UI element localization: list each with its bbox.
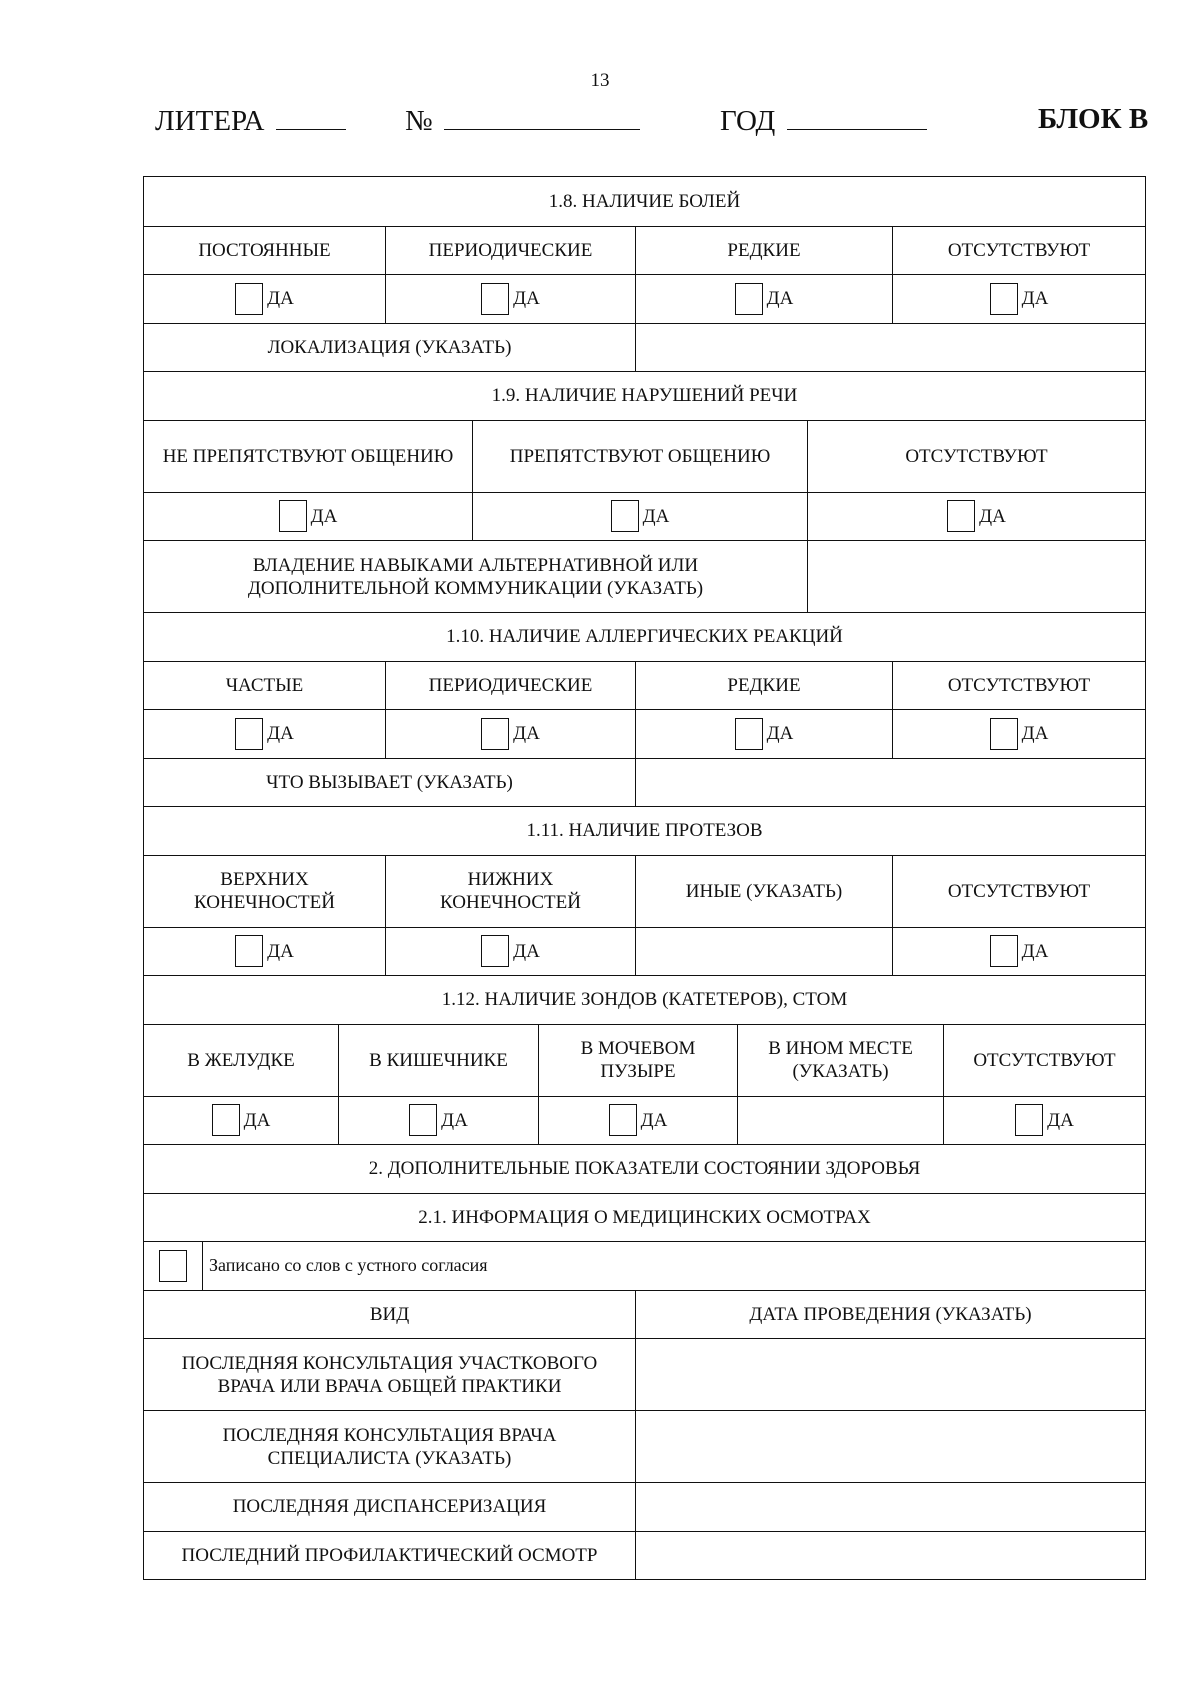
exam-dispensary-date-field[interactable] bbox=[635, 1483, 1145, 1531]
section-2-1-title-row bbox=[144, 1193, 1145, 1242]
probe-absent-checkbox[interactable] bbox=[1015, 1104, 1043, 1136]
litera-field[interactable] bbox=[276, 103, 346, 130]
yes-label: ДА bbox=[1021, 723, 1049, 745]
section-1-8-checkbox-row bbox=[144, 274, 1145, 323]
probe-intestine-checkbox[interactable] bbox=[409, 1104, 437, 1136]
year-label: ГОД bbox=[720, 105, 776, 137]
speech-hinder-label: ПРЕПЯТСТВУЮТ ОБЩЕНИЮ bbox=[472, 421, 807, 492]
section-1-12-header-row bbox=[144, 1024, 1145, 1096]
allergy-rare-label: РЕДКИЕ bbox=[635, 662, 892, 710]
yes-label: ДА bbox=[441, 1109, 468, 1131]
yes-label: ДА bbox=[513, 940, 540, 962]
allergy-cause-row bbox=[144, 758, 1145, 807]
section-1-9-checkbox-row bbox=[144, 492, 1145, 541]
allergy-frequent-checkbox[interactable] bbox=[235, 718, 263, 750]
number-label: № bbox=[405, 105, 433, 137]
section-1-9-title-row bbox=[144, 371, 1145, 420]
header-litera bbox=[155, 103, 346, 138]
exam-date-header: ДАТА ПРОВЕДЕНИЯ (УКАЗАТЬ) bbox=[635, 1291, 1145, 1339]
speech-not-hinder-label: НЕ ПРЕПЯТСТВУЮТ ОБЩЕНИЮ bbox=[162, 445, 454, 467]
yes-label: ДА bbox=[766, 723, 794, 745]
exam-row-dispensary bbox=[144, 1482, 1145, 1531]
yes-label: ДА bbox=[267, 288, 294, 310]
yes-label: ДА bbox=[267, 723, 294, 745]
yes-label: ДА bbox=[1021, 940, 1049, 962]
number-field[interactable] bbox=[444, 103, 640, 130]
exam-gp-date-field[interactable] bbox=[635, 1339, 1145, 1410]
header-number bbox=[405, 103, 640, 138]
prosthesis-other-field[interactable] bbox=[635, 928, 892, 976]
year-field[interactable] bbox=[787, 103, 927, 130]
allergy-cause-field[interactable] bbox=[635, 759, 1145, 807]
section-1-10-title-row bbox=[144, 612, 1145, 661]
probe-intestine-label: В КИШЕЧНИКЕ bbox=[338, 1025, 538, 1096]
pain-periodic-label: ПЕРИОДИЧЕСКИЕ bbox=[385, 227, 635, 275]
alt-comm-field[interactable] bbox=[807, 541, 1145, 612]
section-1-10-checkbox-row bbox=[144, 709, 1145, 758]
section-1-9-title: 1.9. НАЛИЧИЕ НАРУШЕНИЙ РЕЧИ bbox=[491, 385, 798, 407]
block-label: БЛОК В bbox=[1038, 103, 1149, 135]
exam-header-row bbox=[144, 1290, 1145, 1339]
allergy-periodic-checkbox[interactable] bbox=[481, 718, 509, 750]
pain-rare-label: РЕДКИЕ bbox=[635, 227, 892, 275]
prosthesis-other-label: ИНЫЕ (УКАЗАТЬ) bbox=[635, 856, 892, 927]
localization-label: ЛОКАЛИЗАЦИЯ (УКАЗАТЬ) bbox=[267, 336, 512, 358]
probe-other-label: В ИНОМ МЕСТЕ (УКАЗАТЬ) bbox=[737, 1025, 943, 1096]
allergy-cause-label: ЧТО ВЫЗЫВАЕТ (УКАЗАТЬ) bbox=[266, 771, 513, 793]
consent-label: Записано со слов с устного согласия bbox=[202, 1242, 1145, 1290]
probe-bladder-checkbox[interactable] bbox=[609, 1104, 637, 1136]
localization-row bbox=[144, 323, 1145, 372]
exam-row-gp bbox=[144, 1338, 1145, 1410]
pain-periodic-checkbox[interactable] bbox=[481, 283, 509, 315]
allergy-periodic-label: ПЕРИОДИЧЕСКИЕ bbox=[385, 662, 635, 710]
allergy-absent-checkbox[interactable] bbox=[990, 718, 1018, 750]
section-1-8-title-row bbox=[144, 177, 1145, 226]
speech-absent-label: ОТСУТСТВУЮТ bbox=[807, 421, 1145, 492]
section-1-8-header-row bbox=[144, 226, 1145, 275]
prosthesis-lower-checkbox[interactable] bbox=[481, 935, 509, 967]
litera-label: ЛИТЕРА bbox=[155, 105, 265, 137]
section-1-10-title: 1.10. НАЛИЧИЕ АЛЛЕРГИЧЕСКИХ РЕАКЦИЙ bbox=[446, 626, 843, 648]
yes-label: ДА bbox=[642, 505, 670, 527]
section-1-11-header-row bbox=[144, 855, 1145, 927]
exam-type-header: ВИД bbox=[369, 1303, 410, 1325]
probe-stomach-checkbox[interactable] bbox=[212, 1104, 240, 1136]
pain-constant-checkbox[interactable] bbox=[235, 283, 263, 315]
section-2-1-title: 2.1. ИНФОРМАЦИЯ О МЕДИЦИНСКИХ ОСМОТРАХ bbox=[418, 1206, 871, 1228]
exam-row-preventive bbox=[144, 1531, 1145, 1580]
medical-form-table bbox=[143, 176, 1146, 1580]
exam-specialist-label: ПОСЛЕДНЯЯ КОНСУЛЬТАЦИЯ ВРАЧА СПЕЦИАЛИСТА (УКАЗАТЬ) bbox=[222, 1424, 557, 1469]
consent-checkbox[interactable] bbox=[159, 1250, 187, 1282]
yes-label: ДА bbox=[243, 1109, 271, 1131]
yes-label: ДА bbox=[640, 1109, 668, 1131]
section-2-title: 2. ДОПОЛНИТЕЛЬНЫЕ ПОКАЗАТЕЛИ СОСТОЯНИИ ЗДОРОВЬЯ bbox=[368, 1158, 921, 1180]
speech-hinder-checkbox[interactable] bbox=[611, 500, 639, 532]
page-number: 13 bbox=[590, 70, 610, 91]
pain-absent-checkbox[interactable] bbox=[990, 283, 1018, 315]
section-1-8-title: 1.8. НАЛИЧИЕ БОЛЕЙ bbox=[548, 190, 741, 212]
prosthesis-lower-label: НИЖНИХ КОНЕЧНОСТЕЙ bbox=[385, 856, 635, 927]
section-1-10-header-row bbox=[144, 661, 1145, 710]
probe-stomach-label: В ЖЕЛУДКЕ bbox=[187, 1049, 295, 1071]
yes-label: ДА bbox=[1021, 288, 1049, 310]
section-2-title-row bbox=[144, 1144, 1145, 1193]
alt-comm-row bbox=[144, 540, 1145, 612]
prosthesis-absent-checkbox[interactable] bbox=[990, 935, 1018, 967]
speech-absent-checkbox[interactable] bbox=[947, 500, 975, 532]
yes-label: ДА bbox=[1047, 1109, 1074, 1131]
consent-row bbox=[144, 1241, 1145, 1290]
section-1-12-title: 1.12. НАЛИЧИЕ ЗОНДОВ (КАТЕТЕРОВ), СТОМ bbox=[441, 989, 848, 1011]
prosthesis-upper-checkbox[interactable] bbox=[235, 935, 263, 967]
yes-label: ДА bbox=[766, 288, 794, 310]
allergy-frequent-label: ЧАСТЫЕ bbox=[225, 674, 304, 696]
allergy-rare-checkbox[interactable] bbox=[735, 718, 763, 750]
exam-preventive-date-field[interactable] bbox=[635, 1532, 1145, 1580]
section-1-11-checkbox-row bbox=[144, 927, 1145, 976]
yes-label: ДА bbox=[310, 505, 338, 527]
alt-comm-label: ВЛАДЕНИЕ НАВЫКАМИ АЛЬТЕРНАТИВНОЙ ИЛИ ДОПОЛНИТЕЛЬНОЙ КОММУНИКАЦИИ (УКАЗАТЬ) bbox=[247, 554, 704, 599]
pain-rare-checkbox[interactable] bbox=[735, 283, 763, 315]
allergy-absent-label: ОТСУТСТВУЮТ bbox=[892, 662, 1145, 710]
yes-label: ДА bbox=[513, 723, 540, 745]
probe-absent-label: ОТСУТСТВУЮТ bbox=[943, 1025, 1145, 1096]
yes-label: ДА bbox=[979, 505, 1006, 527]
section-1-12-title-row bbox=[144, 975, 1145, 1024]
pain-constant-label: ПОСТОЯННЫЕ bbox=[198, 239, 331, 261]
probe-bladder-label: В МОЧЕВОМ ПУЗЫРЕ bbox=[538, 1025, 737, 1096]
section-1-11-title-row bbox=[144, 806, 1145, 855]
yes-label: ДА bbox=[513, 288, 540, 310]
exam-specialist-date-field[interactable] bbox=[635, 1411, 1145, 1482]
exam-row-specialist bbox=[144, 1410, 1145, 1482]
localization-field[interactable] bbox=[635, 324, 1145, 372]
speech-not-hinder-checkbox[interactable] bbox=[279, 500, 307, 532]
section-1-12-checkbox-row bbox=[144, 1096, 1145, 1145]
header-year bbox=[720, 103, 927, 138]
section-1-11-title: 1.11. НАЛИЧИЕ ПРОТЕЗОВ bbox=[526, 820, 763, 842]
section-1-9-header-row bbox=[144, 420, 1145, 492]
exam-gp-label: ПОСЛЕДНЯЯ КОНСУЛЬТАЦИЯ УЧАСТКОВОГО ВРАЧА ИЛИ ВРАЧА ОБЩЕЙ ПРАКТИКИ bbox=[181, 1352, 598, 1397]
probe-other-field[interactable] bbox=[737, 1097, 943, 1145]
exam-preventive-label: ПОСЛЕДНИЙ ПРОФИЛАКТИЧЕСКИЙ ОСМОТР bbox=[181, 1544, 598, 1566]
prosthesis-absent-label: ОТСУТСТВУЮТ bbox=[892, 856, 1145, 927]
pain-absent-label: ОТСУТСТВУЮТ bbox=[892, 227, 1145, 275]
prosthesis-upper-label: ВЕРХНИХ КОНЕЧНОСТЕЙ bbox=[194, 869, 335, 913]
yes-label: ДА bbox=[267, 940, 294, 962]
exam-dispensary-label: ПОСЛЕДНЯЯ ДИСПАНСЕРИЗАЦИЯ bbox=[232, 1496, 547, 1518]
